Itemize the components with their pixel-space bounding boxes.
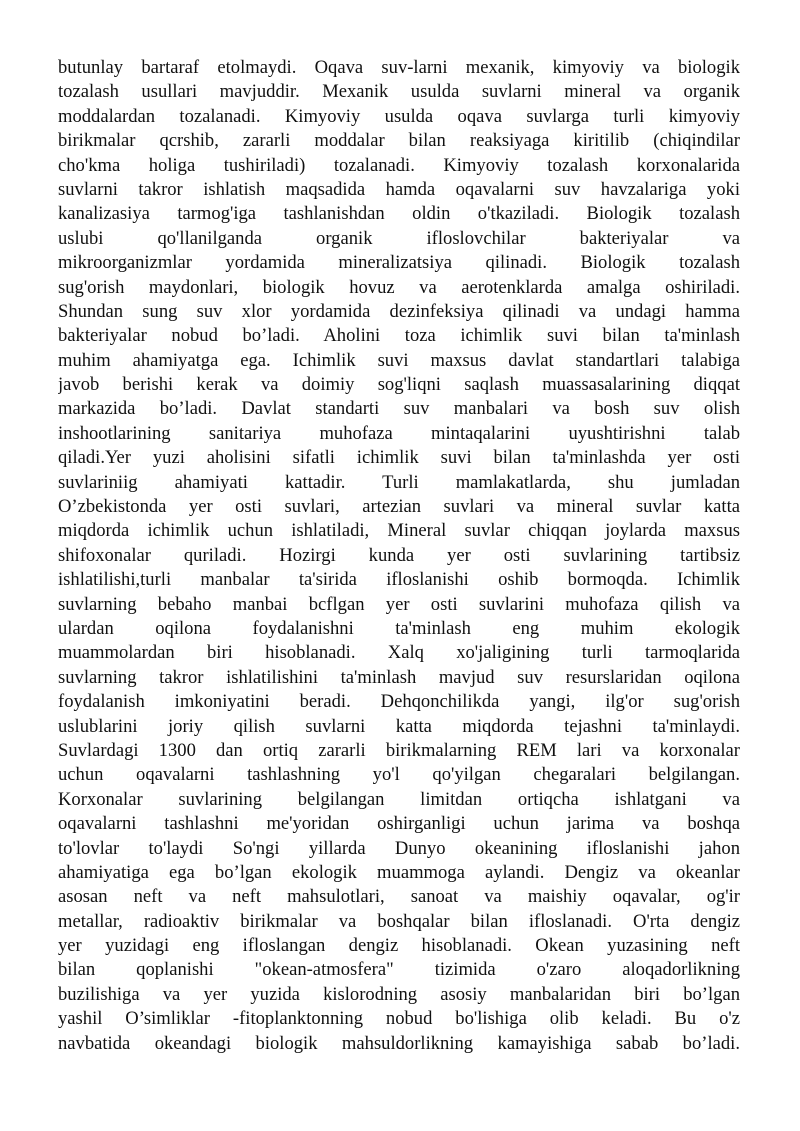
text-line: qiladi.Yer yuzi aholisini sifatli ichimlik suvi bilan ta'minlashda yer osti [58,447,740,469]
text-line: Korxonalar suvlarining belgilangan limitdan ortiqcha ishlatgani va [58,788,740,810]
text-line: markazida bo’ladi. Davlat standarti suv manbalari va bosh suv olish [58,398,740,420]
text-line: mikroorganizmlar yordamida mineralizatsiya qilinadi. Biologik tozalash [58,252,740,274]
text-line: suvlariniig ahamiyati kattadir. Turli mamlakatlarda, shu jumladan [58,471,740,493]
text-line: Shundan sung suv xlor yordamida dezinfeksiya qilinadi va undagi hamma [58,300,740,322]
text-line: ulardan oqilona foydalanishni ta'minlash eng muhim ekologik [58,617,740,639]
text-line: foydalanish imkoniyatini beradi. Dehqonchilikda yangi, ilg'or sug'orish [58,691,740,713]
text-line: muhim ahamiyatga ega. Ichimlik suvi maxsus davlat standartlari talabiga [58,349,740,371]
text-line: moddalardan tozalanadi. Kimyoviy usulda oqava suvlarga turli kimyoviy [58,105,740,127]
text-line: butunlay bartaraf etolmaydi. Oqava suv-larni mexanik, kimyoviy va biologik [58,57,740,78]
text-line: suvlarni takror ishlatish maqsadida hamda oqavalarni suv havzalariga yoki [58,178,740,200]
text-line: ishlatilishi,turli manbalar ta'sirida ifloslanishi oshib bormoqda. Ichimlik [58,569,740,591]
text-line: bakteriyalar nobud bo’ladi. Aholini toza ichimlik suvi bilan ta'minlash [58,325,740,347]
text-line: sug'orish maydonlari, biologik hovuz va aerotenklarda amalga oshiriladi. [58,276,740,298]
text-line: ahamiyatiga ega bo’lgan ekologik muammoga aylandi. Dengiz va okeanlar [58,861,740,883]
text-line: uslublarini joriy qilish suvlarni katta miqdorda tejashni ta'minlaydi. [58,715,740,737]
text-line: cho'kma holiga tushiriladi) tozalanadi. Kimyoviy tozalash korxonalarida [58,154,740,176]
text-line: birikmalar qcrshib, zararli moddalar bilan reaksiyaga kiritilib (chiqindilar [58,130,740,152]
text-line: oqavalarni tashlashni me'yoridan oshirganligi uchun jarima va boshqa [58,813,740,835]
text-line: to'lovlar to'laydi So'ngi yillarda Dunyo okeanining ifloslanishi jahon [58,837,740,859]
text-line: navbatida okeandagi biologik mahsuldorlikning kamayishiga sabab bo’ladi. [58,1032,740,1054]
text-line: suvlarning bebaho manbai bcflgan yer osti suvlarini muhofaza qilish va [58,593,740,615]
text-line: muammolardan biri hisoblanadi. Xalq xo'jaligining turli tarmoqlarida [58,642,740,664]
text-line: uchun oqavalarni tashlashning yo'l qo'yilgan chegaralari belgilangan. [58,764,740,786]
text-line: metallar, radioaktiv birikmalar va boshqalar bilan ifloslanadi. O'rta dengiz [58,910,740,932]
text-line: javob berishi kerak va doimiy sog'liqni saqlash muassasalarining diqqat [58,374,740,396]
document-page [58,56,740,1056]
text-line: yashil O’simliklar -fitoplanktonning nobud bo'lishiga olib keladi. Bu o'z [58,1008,740,1030]
text-line: kanalizasiya tarmog'iga tashlanishdan oldin o'tkaziladi. Biologik tozalash [58,203,740,225]
text-line: tozalash usullari mavjuddir. Mexanik usulda suvlarni mineral va organik [58,81,740,103]
text-line: uslubi qo'llanilganda organik ifloslovchilar bakteriyalar va [58,227,740,249]
text-line: miqdorda ichimlik uchun ishlatiladi, Mineral suvlar chiqqan joylarda maxsus [58,520,740,542]
text-line: Suvlardagi 1300 dan ortiq zararli birikmalarning REM lari va korxonalar [58,739,740,761]
text-line: suvlarning takror ishlatilishini ta'minlash mavjud suv resurslaridan oqilona [58,666,740,688]
text-line: inshootlarining sanitariya muhofaza mintaqalarini uyushtirishni talab [58,422,740,444]
text-line: shifoxonalar quriladi. Hozirgi kunda yer osti suvlarining tartibsiz [58,544,740,566]
text-line: buzilishiga va yer yuzida kislorodning asosiy manbalaridan biri bo’lgan [58,983,740,1005]
text-line: yer yuzidagi eng ifloslangan dengiz hisoblanadi. Okean yuzasining neft [58,935,740,957]
text-line: O’zbekistonda yer osti suvlari, artezian suvlari va mineral suvlar katta [58,496,740,518]
text-line: asosan neft va neft mahsulotlari, sanoat va maishiy oqavalar, og'ir [58,886,740,908]
text-line: bilan qoplanishi "okean-atmosfera" tizimida o'zaro aloqadorlikning [58,959,740,981]
